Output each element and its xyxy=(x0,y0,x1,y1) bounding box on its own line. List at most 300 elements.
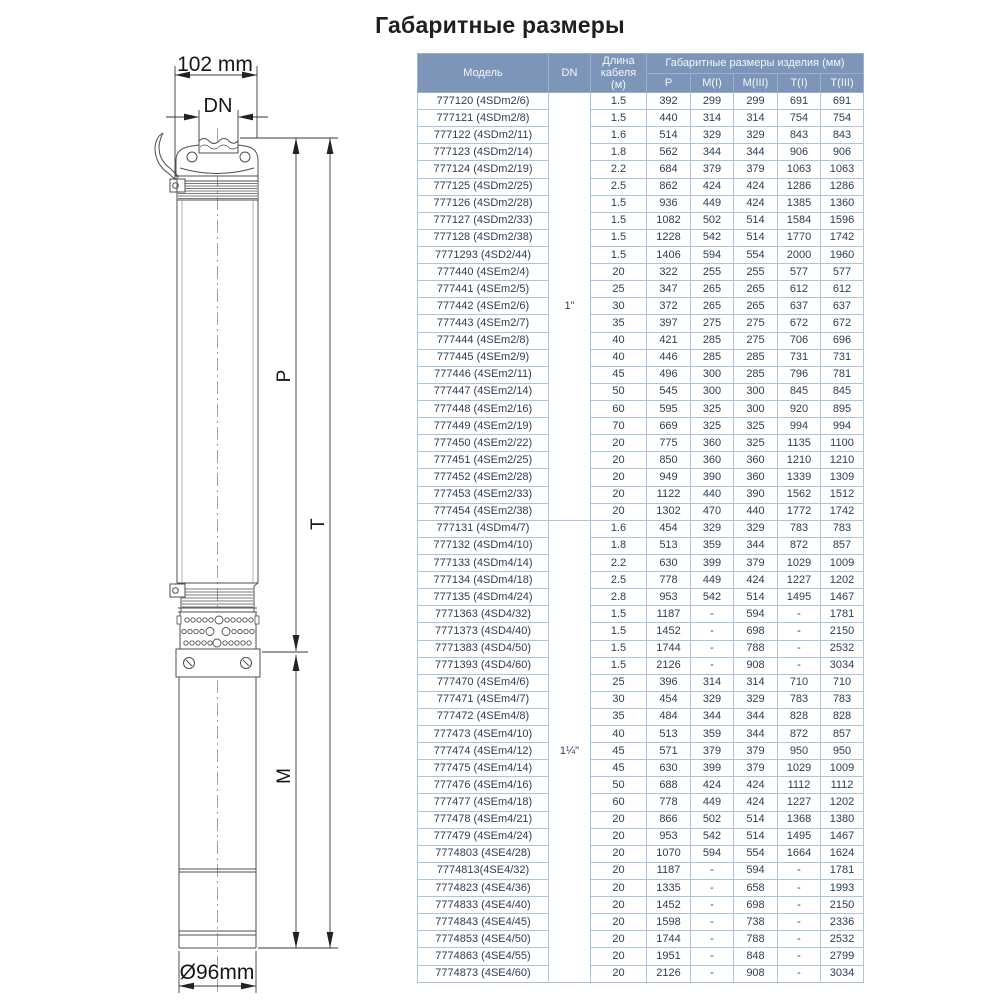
table-row xyxy=(418,640,864,657)
dim-value-cell: 397 xyxy=(647,315,691,332)
dim-value-cell: 299 xyxy=(691,93,734,110)
cable-length-cell: 45 xyxy=(591,366,647,383)
dim-value-cell: - xyxy=(691,965,734,982)
table-row xyxy=(418,589,864,606)
table-row xyxy=(418,554,864,571)
dim-value-cell: 424 xyxy=(691,777,734,794)
dim-value-cell: 1742 xyxy=(821,229,864,246)
dim-value-cell: 379 xyxy=(734,161,778,178)
dim-value-cell: 1770 xyxy=(778,229,821,246)
col-header-dim-2: M(III) xyxy=(734,74,778,93)
table-row xyxy=(418,726,864,743)
dim-value-cell: 754 xyxy=(778,110,821,127)
dim-value-cell: - xyxy=(691,606,734,623)
dim-value-cell: 2532 xyxy=(821,640,864,657)
col-header-cable: Длина кабеля (м) xyxy=(591,54,647,93)
cable-length-cell: 20 xyxy=(591,486,647,503)
dim-value-cell: 1227 xyxy=(778,794,821,811)
model-cell: 777449 (4SEm2/19) xyxy=(418,418,549,435)
cable-length-cell: 20 xyxy=(591,948,647,965)
dim-value-cell: 1960 xyxy=(821,246,864,263)
dim-value-cell: 906 xyxy=(821,144,864,161)
dim-value-cell: 449 xyxy=(691,794,734,811)
dim-value-cell: - xyxy=(778,606,821,623)
model-cell: 777125 (4SDm2/25) xyxy=(418,178,549,195)
dim-value-cell: 1467 xyxy=(821,828,864,845)
cable-length-cell: 1.5 xyxy=(591,110,647,127)
cable-length-cell: 20 xyxy=(591,914,647,931)
table-row xyxy=(418,537,864,554)
dim-value-cell: 691 xyxy=(821,93,864,110)
table-row xyxy=(418,93,864,110)
col-header-dim-0: P xyxy=(647,74,691,93)
cable-length-cell: 20 xyxy=(591,435,647,452)
dim-value-cell: 454 xyxy=(647,691,691,708)
dim-value-cell: 424 xyxy=(734,777,778,794)
dim-value-cell: 300 xyxy=(691,366,734,383)
dimension-m xyxy=(274,655,299,948)
dim-value-cell: 329 xyxy=(691,127,734,144)
table-row xyxy=(418,794,864,811)
cable-length-cell: 35 xyxy=(591,708,647,725)
model-cell: 777131 (4SDm4/7) xyxy=(418,520,549,537)
dim-value-cell: 1112 xyxy=(778,777,821,794)
dim-value-cell: 2799 xyxy=(821,948,864,965)
dim-value-cell: 594 xyxy=(691,845,734,862)
cable-length-cell: 1.5 xyxy=(591,606,647,623)
dim-value-cell: 1029 xyxy=(778,554,821,571)
dim-value-cell: 359 xyxy=(691,726,734,743)
dim-value-cell: 344 xyxy=(734,144,778,161)
model-cell: 777133 (4SDm4/14) xyxy=(418,554,549,571)
dim-value-cell: 1385 xyxy=(778,195,821,212)
dim-value-cell: - xyxy=(691,862,734,879)
dim-value-cell: 906 xyxy=(778,144,821,161)
dim-value-cell: 1368 xyxy=(778,811,821,828)
dim-value-cell: 637 xyxy=(821,298,864,315)
dim-value-cell: 672 xyxy=(821,315,864,332)
dim-value-cell: 379 xyxy=(734,743,778,760)
model-cell: 777450 (4SEm2/22) xyxy=(418,435,549,452)
dim-value-cell: 706 xyxy=(778,332,821,349)
dim-value-cell: 950 xyxy=(778,743,821,760)
cable-length-cell: 1.6 xyxy=(591,127,647,144)
extension-lines xyxy=(240,138,338,948)
model-cell: 777453 (4SEm2/33) xyxy=(418,486,549,503)
dim-value-cell: - xyxy=(691,623,734,640)
cable-length-cell: 2.2 xyxy=(591,161,647,178)
dim-value-cell: 781 xyxy=(821,366,864,383)
dim-value-cell: 325 xyxy=(691,400,734,417)
dim-value-cell: 696 xyxy=(821,332,864,349)
table-row xyxy=(418,520,864,537)
dim-value-cell: 698 xyxy=(734,623,778,640)
table-row xyxy=(418,623,864,640)
dim-value-cell: 1467 xyxy=(821,589,864,606)
dim-value-cell: 630 xyxy=(647,760,691,777)
table-row xyxy=(418,366,864,383)
model-cell: 7774843 (4SE4/45) xyxy=(418,914,549,931)
dim-value-cell: 669 xyxy=(647,418,691,435)
dim-value-cell: 577 xyxy=(778,264,821,281)
dim-value-cell: 1624 xyxy=(821,845,864,862)
dim-value-cell: 783 xyxy=(821,691,864,708)
dim-value-cell: 994 xyxy=(778,418,821,435)
dim-value-cell: 571 xyxy=(647,743,691,760)
table-row xyxy=(418,845,864,862)
dim-value-cell: 299 xyxy=(734,93,778,110)
dim-value-cell: 845 xyxy=(821,383,864,400)
dim-value-cell: 1063 xyxy=(778,161,821,178)
dim-value-cell: 828 xyxy=(778,708,821,725)
dim-value-cell: 778 xyxy=(647,572,691,589)
dim-value-cell: - xyxy=(778,914,821,931)
dim-value-cell: 424 xyxy=(734,572,778,589)
table-row xyxy=(418,708,864,725)
col-header-dn: DN xyxy=(549,54,591,93)
dim-value-cell: 1596 xyxy=(821,212,864,229)
model-cell: 777446 (4SEm2/11) xyxy=(418,366,549,383)
dim-value-cell: - xyxy=(778,862,821,879)
dim-value-cell: - xyxy=(691,948,734,965)
dim-value-cell: 862 xyxy=(647,178,691,195)
dim-value-cell: 329 xyxy=(691,691,734,708)
dim-value-cell: 344 xyxy=(691,708,734,725)
dim-value-cell: 731 xyxy=(821,349,864,366)
model-cell: 777454 (4SEm2/38) xyxy=(418,503,549,520)
cable-length-cell: 25 xyxy=(591,281,647,298)
dim-value-cell: 496 xyxy=(647,366,691,383)
dim-value-cell: 1112 xyxy=(821,777,864,794)
dim-value-cell: 329 xyxy=(734,691,778,708)
dim-value-cell: 710 xyxy=(778,674,821,691)
dim-value-cell: 314 xyxy=(734,674,778,691)
table-row xyxy=(418,264,864,281)
model-cell: 7771393 (4SD4/60) xyxy=(418,657,549,674)
dim-value-cell: 347 xyxy=(647,281,691,298)
dimension-dn xyxy=(166,95,268,141)
table-row xyxy=(418,503,864,520)
dim-value-cell: - xyxy=(691,657,734,674)
dim-value-cell: 314 xyxy=(691,674,734,691)
table-row xyxy=(418,674,864,691)
dim-value-cell: 796 xyxy=(778,366,821,383)
dim-value-cell: 325 xyxy=(734,418,778,435)
dim-value-cell: - xyxy=(778,623,821,640)
dim-value-cell: - xyxy=(778,897,821,914)
table-row xyxy=(418,229,864,246)
dim-value-cell: 1187 xyxy=(647,606,691,623)
dim-value-cell: 1598 xyxy=(647,914,691,931)
dim-value-cell: 399 xyxy=(691,554,734,571)
dim-value-cell: 1082 xyxy=(647,212,691,229)
dim-value-cell: 344 xyxy=(734,708,778,725)
table-row xyxy=(418,110,864,127)
cable-length-cell: 20 xyxy=(591,503,647,520)
dim-value-cell: 953 xyxy=(647,589,691,606)
table-row xyxy=(418,246,864,263)
table-row xyxy=(418,811,864,828)
dim-value-cell: 953 xyxy=(647,828,691,845)
dim-value-cell: 1286 xyxy=(778,178,821,195)
dim-value-cell: 1122 xyxy=(647,486,691,503)
dim-value-cell: 542 xyxy=(691,229,734,246)
dim-value-cell: 3034 xyxy=(821,965,864,982)
dim-value-cell: 502 xyxy=(691,811,734,828)
dim-value-cell: 421 xyxy=(647,332,691,349)
model-cell: 777448 (4SEm2/16) xyxy=(418,400,549,417)
dim-102mm-label: 102 mm xyxy=(177,53,253,76)
dim-value-cell: 545 xyxy=(647,383,691,400)
table-row xyxy=(418,195,864,212)
dim-value-cell: 300 xyxy=(734,383,778,400)
dim-value-cell: - xyxy=(778,657,821,674)
model-cell: 7774833 (4SE4/40) xyxy=(418,897,549,914)
dim-value-cell: 514 xyxy=(734,811,778,828)
dim-value-cell: 275 xyxy=(734,332,778,349)
dim-value-cell: 866 xyxy=(647,811,691,828)
table-row xyxy=(418,315,864,332)
dim-value-cell: 1744 xyxy=(647,931,691,948)
cable-length-cell: 50 xyxy=(591,777,647,794)
dim-value-cell: 440 xyxy=(647,110,691,127)
pump-outline xyxy=(155,133,260,948)
dim-value-cell: 1339 xyxy=(778,469,821,486)
cable-length-cell: 1.5 xyxy=(591,657,647,674)
cable-length-cell: 20 xyxy=(591,452,647,469)
dim-value-cell: 857 xyxy=(821,537,864,554)
dim-value-cell: 2150 xyxy=(821,897,864,914)
cable-length-cell: 2.5 xyxy=(591,572,647,589)
dim-value-cell: 1202 xyxy=(821,794,864,811)
cable-length-cell: 20 xyxy=(591,264,647,281)
cable-length-cell: 1.5 xyxy=(591,212,647,229)
dim-t-label: T xyxy=(308,518,329,530)
dim-value-cell: 949 xyxy=(647,469,691,486)
dim-value-cell: 1664 xyxy=(778,845,821,862)
dim-value-cell: 360 xyxy=(734,452,778,469)
dim-value-cell: 783 xyxy=(778,520,821,537)
dim-value-cell: 344 xyxy=(734,537,778,554)
table-row xyxy=(418,657,864,674)
model-cell: 777471 (4SEm4/7) xyxy=(418,691,549,708)
dimensions-table-grid xyxy=(417,53,864,983)
table-row xyxy=(418,914,864,931)
dim-value-cell: 285 xyxy=(734,349,778,366)
cable-length-cell: 60 xyxy=(591,794,647,811)
model-cell: 777126 (4SDm2/28) xyxy=(418,195,549,212)
cable-length-cell: 50 xyxy=(591,383,647,400)
cable-length-cell: 2.8 xyxy=(591,589,647,606)
dim-value-cell: 895 xyxy=(821,400,864,417)
dim-value-cell: 2000 xyxy=(778,246,821,263)
dim-value-cell: 1210 xyxy=(821,452,864,469)
dim-value-cell: 594 xyxy=(691,246,734,263)
dim-value-cell: 424 xyxy=(691,178,734,195)
dim-value-cell: 828 xyxy=(821,708,864,725)
dim-value-cell: 255 xyxy=(691,264,734,281)
table-row xyxy=(418,743,864,760)
table-row xyxy=(418,418,864,435)
dim-value-cell: 1406 xyxy=(647,246,691,263)
dim-p-label: P xyxy=(274,369,295,383)
model-cell: 7774823 (4SE4/36) xyxy=(418,880,549,897)
dim-value-cell: 344 xyxy=(734,726,778,743)
model-cell: 777128 (4SDm2/38) xyxy=(418,229,549,246)
cable-length-cell: 20 xyxy=(591,811,647,828)
dim-value-cell: 1309 xyxy=(821,469,864,486)
page-title: Габаритные размеры xyxy=(375,12,625,38)
dim-value-cell: 359 xyxy=(691,537,734,554)
dim-value-cell: 595 xyxy=(647,400,691,417)
dim-value-cell: 788 xyxy=(734,640,778,657)
dim-value-cell: 390 xyxy=(691,469,734,486)
dim-value-cell: 843 xyxy=(821,127,864,144)
dim-value-cell: 594 xyxy=(734,606,778,623)
cable-length-cell: 2.5 xyxy=(591,178,647,195)
model-cell: 777441 (4SEm2/5) xyxy=(418,281,549,298)
dim-value-cell: 285 xyxy=(691,349,734,366)
dim-value-cell: 372 xyxy=(647,298,691,315)
model-cell: 7774853 (4SE4/50) xyxy=(418,931,549,948)
dim-value-cell: 936 xyxy=(647,195,691,212)
table-row xyxy=(418,880,864,897)
dim-value-cell: - xyxy=(778,931,821,948)
dim-value-cell: 1584 xyxy=(778,212,821,229)
table-row xyxy=(418,897,864,914)
dim-value-cell: 360 xyxy=(734,469,778,486)
dim-value-cell: 449 xyxy=(691,572,734,589)
dimension-p xyxy=(274,138,299,651)
dim-value-cell: 775 xyxy=(647,435,691,452)
dim-value-cell: 908 xyxy=(734,657,778,674)
model-cell: 7771363 (4SD4/32) xyxy=(418,606,549,623)
dim-value-cell: 265 xyxy=(691,281,734,298)
dim-value-cell: 562 xyxy=(647,144,691,161)
model-cell: 7774803 (4SE4/28) xyxy=(418,845,549,862)
dim-value-cell: - xyxy=(778,880,821,897)
dim-value-cell: 612 xyxy=(778,281,821,298)
dim-value-cell: 1227 xyxy=(778,572,821,589)
dim-value-cell: 1009 xyxy=(821,760,864,777)
dim-value-cell: 300 xyxy=(691,383,734,400)
cable-length-cell: 1.5 xyxy=(591,195,647,212)
table-row xyxy=(418,572,864,589)
dim-value-cell: 684 xyxy=(647,161,691,178)
table-row xyxy=(418,349,864,366)
dim-value-cell: 1512 xyxy=(821,486,864,503)
table-row xyxy=(418,965,864,982)
cable-length-cell: 40 xyxy=(591,726,647,743)
dim-value-cell: 1781 xyxy=(821,862,864,879)
model-cell: 777470 (4SEm4/6) xyxy=(418,674,549,691)
dim-m-label: M xyxy=(274,768,295,784)
dim-value-cell: 612 xyxy=(821,281,864,298)
dim-value-cell: 424 xyxy=(734,794,778,811)
dim-value-cell: 1335 xyxy=(647,880,691,897)
cable-length-cell: 1.5 xyxy=(591,640,647,657)
cable-length-cell: 20 xyxy=(591,469,647,486)
dim-value-cell: 688 xyxy=(647,777,691,794)
model-cell: 7771293 (4SD2/44) xyxy=(418,246,549,263)
table-row xyxy=(418,400,864,417)
table-row xyxy=(418,332,864,349)
model-cell: 777440 (4SEm2/4) xyxy=(418,264,549,281)
model-cell: 777123 (4SDm2/14) xyxy=(418,144,549,161)
dim-value-cell: 325 xyxy=(734,435,778,452)
dim-value-cell: 1063 xyxy=(821,161,864,178)
dim-value-cell: 554 xyxy=(734,246,778,263)
dim-diameter-label: Ø96mm xyxy=(179,961,255,984)
dim-value-cell: 514 xyxy=(734,212,778,229)
dim-value-cell: 2532 xyxy=(821,931,864,948)
table-row xyxy=(418,777,864,794)
dim-value-cell: 754 xyxy=(821,110,864,127)
cable-length-cell: 2.2 xyxy=(591,554,647,571)
model-cell: 777124 (4SDm2/19) xyxy=(418,161,549,178)
model-cell: 777122 (4SDm2/11) xyxy=(418,127,549,144)
dim-value-cell: 738 xyxy=(734,914,778,931)
dim-value-cell: - xyxy=(778,965,821,982)
dim-value-cell: 1495 xyxy=(778,589,821,606)
cable-length-cell: 45 xyxy=(591,743,647,760)
cable-length-cell: 20 xyxy=(591,845,647,862)
cable-length-cell: 1.5 xyxy=(591,93,647,110)
table-row xyxy=(418,212,864,229)
dim-value-cell: - xyxy=(691,897,734,914)
dim-value-cell: 1029 xyxy=(778,760,821,777)
model-cell: 7771373 (4SD4/40) xyxy=(418,623,549,640)
dim-value-cell: 630 xyxy=(647,554,691,571)
dim-value-cell: 446 xyxy=(647,349,691,366)
cable-length-cell: 30 xyxy=(591,691,647,708)
dim-value-cell: 1210 xyxy=(778,452,821,469)
cable-length-cell: 1.5 xyxy=(591,229,647,246)
dim-value-cell: 920 xyxy=(778,400,821,417)
dimension-t xyxy=(308,138,333,948)
dim-value-cell: - xyxy=(778,640,821,657)
dim-value-cell: 843 xyxy=(778,127,821,144)
dim-value-cell: 845 xyxy=(778,383,821,400)
cable-length-cell: 20 xyxy=(591,862,647,879)
table-row xyxy=(418,760,864,777)
dim-value-cell: 514 xyxy=(734,589,778,606)
dim-value-cell: 329 xyxy=(734,520,778,537)
model-cell: 777451 (4SEm2/25) xyxy=(418,452,549,469)
cable-length-cell: 1.5 xyxy=(591,246,647,263)
dim-value-cell: 778 xyxy=(647,794,691,811)
table-row xyxy=(418,127,864,144)
dim-value-cell: 950 xyxy=(821,743,864,760)
cable-length-cell: 20 xyxy=(591,880,647,897)
dim-value-cell: 1360 xyxy=(821,195,864,212)
dim-value-cell: 449 xyxy=(691,195,734,212)
dim-value-cell: 360 xyxy=(691,452,734,469)
dim-value-cell: 329 xyxy=(734,127,778,144)
dim-value-cell: 379 xyxy=(691,743,734,760)
dim-value-cell: 285 xyxy=(734,366,778,383)
dim-value-cell: 554 xyxy=(734,845,778,862)
dim-value-cell: 265 xyxy=(734,281,778,298)
cable-length-cell: 1.8 xyxy=(591,537,647,554)
dim-value-cell: 542 xyxy=(691,828,734,845)
model-cell: 777442 (4SEm2/6) xyxy=(418,298,549,315)
dim-value-cell: 1452 xyxy=(647,623,691,640)
model-cell: 7771383 (4SD4/50) xyxy=(418,640,549,657)
dim-value-cell: 1742 xyxy=(821,503,864,520)
dim-value-cell: 514 xyxy=(734,229,778,246)
dim-value-cell: 1744 xyxy=(647,640,691,657)
